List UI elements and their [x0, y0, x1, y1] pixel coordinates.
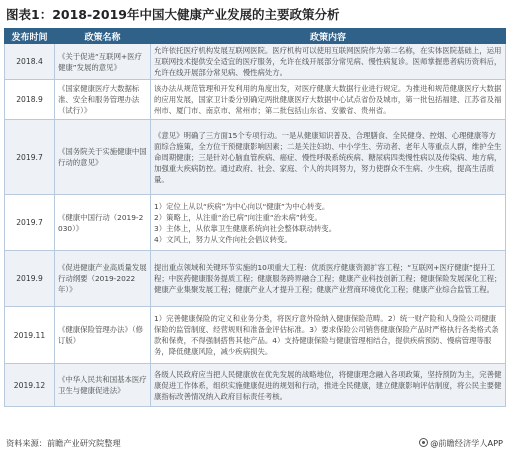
row-policy-name: 《健康中国行动（2019-2030）》	[55, 195, 151, 251]
row-policy-content: 允许依托医疗机构发展互联网医院。医疗机构可以使用互联网医院作为第二名称，在实体医院基础上，运用互联网技术提供安全适宜的医疗服务，允许在线开展部分常见病、慢性病复诊。医师掌握患者病历资料后，允许在线开展部分常见病、慢性病处方。	[151, 44, 506, 80]
header-policy-name: 政策名称	[55, 29, 151, 44]
row-policy-name: 《国家健康医疗大数据标准、安全和服务管理办法（试行）》	[55, 80, 151, 120]
brand-logo-icon	[419, 438, 428, 447]
table-row	[5, 195, 506, 251]
table-body	[5, 44, 506, 407]
table-row	[5, 364, 506, 407]
row-date: 2019.11	[5, 307, 55, 364]
row-date: 2018.9	[5, 80, 55, 120]
brand-label: @前瞻经济学人APP	[430, 438, 503, 448]
header-date: 发布时间	[5, 29, 55, 44]
brand-watermark	[419, 436, 503, 450]
row-policy-content: 提出重点领域和关键环节实施的10项重大工程：优质医疗健康资源扩容工程；“互联网+医疗健康”提升工程；中医药健康服务提质工程；健康服务跨界融合工程；健康产业科技创新工程；健康保险发展深化工程；健康产业集聚发展工程；健康产业人才提升工程；健康产业营商环境优化工程；健康产业综合监管工程。	[151, 251, 506, 307]
table-header-row	[5, 29, 506, 44]
footer	[4, 436, 505, 450]
row-policy-name: 《促进健康产业高质量发展行动纲要（2019-2022年）》	[55, 251, 151, 307]
figure-title: 图表1：2018-2019年中国大健康产业发展的主要政策分析	[6, 7, 340, 22]
table-row	[5, 120, 506, 195]
row-date: 2018.4	[5, 44, 55, 80]
header-policy-content: 政策内容	[151, 29, 506, 44]
row-policy-name: 《国务院关于实施健康中国行动的意见》	[55, 120, 151, 195]
row-policy-content: 1）定位上从以“疾病”为中心向以“健康”为中心转变。 2）策略上，从注重“治已病”向注重“治未病”转变。 3）主体上，从依靠卫生健康系统向社会整体联动转变。 4）文风上，努力从文件向社会倡议转变。	[151, 195, 506, 251]
row-policy-content: 该办法从规范管理和开发利用的角度出发，对医疗健康大数据行业进行规定。为推进和规范健康医疗大数据的应用发展，国家卫计委分别确定两批健康医疗大数据中心试点省份及城市，第一批包括福建、江苏省及福州市、厦门市、南京市、常州市；第二批包括山东省、安徽省、贵州省。	[151, 80, 506, 120]
source-note: 资料来源：前瞻产业研究院整理	[6, 438, 121, 448]
table-row	[5, 251, 506, 307]
row-policy-name: 《关于促进“互联网+医疗健康”发展的意见》	[55, 44, 151, 80]
row-policy-name: 《中华人民共和国基本医疗卫生与健康促进法》	[55, 364, 151, 407]
row-policy-content: 1）完善健康保险的定义和业务分类，将医疗意外险纳入健康保险范畴。2）统一财产险和人身险公司健康保险的监管制度、经营规则和准备金评估标准。3）要求保险公司销售健康保险产品时严格执行各类格式条款和保费，不得强制搭售其他产品。4）支持健康保险与健康管理相结合，提供疾病预防、慢病管理等服务，降低健康风险，减少疾病损失。	[151, 307, 506, 364]
row-policy-content: 各级人民政府应当把人民健康放在优先发展的战略地位，将健康理念融入各项政策，坚持预防为主，完善健康促进工作体系，组织实施健康促进的规划和行动，推进全民健康，建立健康影响评估制度，将公民主要健康指标改善情况纳入政府目标责任考核。	[151, 364, 506, 407]
row-date: 2019.12	[5, 364, 55, 407]
row-date: 2019.9	[5, 251, 55, 307]
table-row	[5, 80, 506, 120]
table-row	[5, 307, 506, 364]
policy-table	[4, 28, 506, 407]
row-date: 2019.7	[5, 120, 55, 195]
table-row	[5, 44, 506, 80]
row-policy-name: 《健康保险管理办法》（修订版）	[55, 307, 151, 364]
row-date: 2019.7	[5, 195, 55, 251]
row-policy-content: 《意见》明确了三方面15个专项行动。一是从健康知识普及、合理膳食、全民健身、控烟、心理健康等方面综合施策，全方位干预健康影响因素；二是关注妇幼、中小学生、劳动者、老年人等重点人群，维护全生命周期健康；三是针对心脑血管疾病、癌症、慢性呼吸系统疾病、糖尿病四类慢性病以及传染病、地方病，加强重大疾病防控。通过政府、社会、家庭、个人的共同努力，努力使群众不生病、少生病，提高生活质量。	[151, 120, 506, 195]
